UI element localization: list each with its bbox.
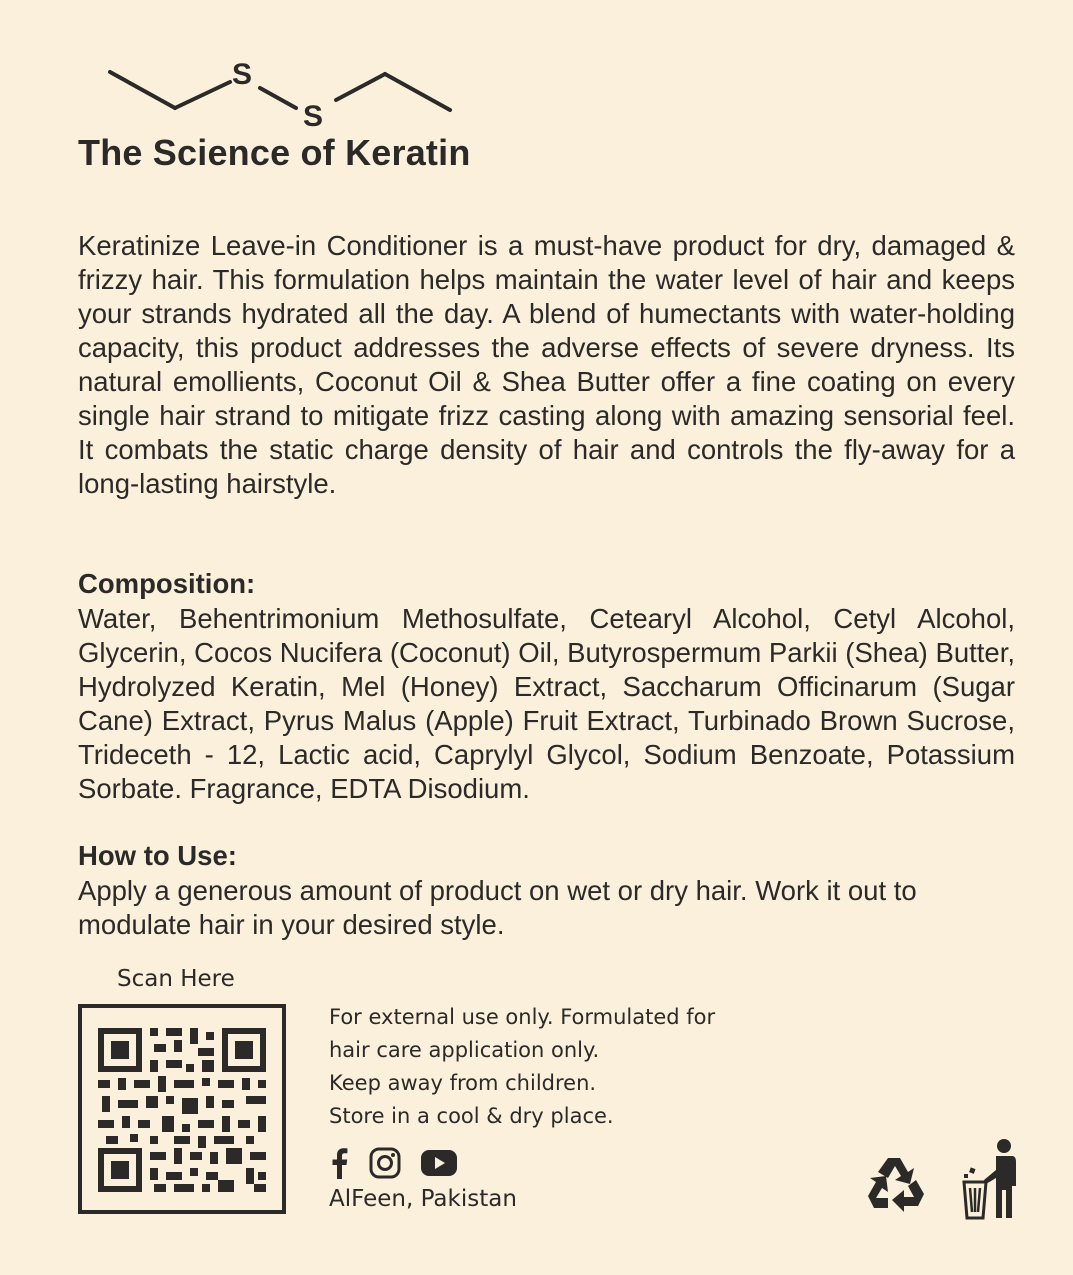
youtube-icon[interactable]	[421, 1150, 457, 1176]
brand-location: AlFeen, Pakistan	[329, 1186, 517, 1212]
social-links	[329, 1147, 457, 1179]
note-line: Keep away from children.	[329, 1071, 597, 1095]
dispose-in-bin-icon	[956, 1138, 1020, 1220]
composition-heading: Composition:	[78, 568, 256, 599]
product-description: Keratinize Leave-in Conditioner is a must-have product for dry, damaged & frizzy hair. This formulation helps maintain the water level of hair and keeps your strands hydrated all the day. A blend of humectants with water-holding capacity, this product addresses the adverse effects of severe dryness. Its natural emollients, Coconut Oil & Shea Butter offer a fine coating on every single hair strand to mitigate frizz casting along with amazing sensorial feel. It combats the static charge density of hair and controls the fly-away for a long-lasting hairstyle.	[78, 230, 1015, 499]
page-title: The Science of Keratin	[78, 132, 471, 173]
note-line: hair care application only.	[329, 1038, 600, 1062]
usage-notes	[329, 1001, 715, 1133]
atom-label-s1: S	[232, 58, 253, 91]
atom-label-s2: S	[303, 100, 324, 132]
note-line: For external use only. Formulated for	[329, 1005, 716, 1029]
scan-label: Scan Here	[117, 966, 235, 992]
qr-code-icon	[82, 1008, 282, 1210]
composition-text: Water, Behentrimonium Methosulfate, Cetearyl Alcohol, Cetyl Alcohol, Glycerin, Cocos Nucifera (Coconut) Oil, Butyrospermum Parkii (Shea) Butter, Hydrolyzed Keratin, Mel (Honey) Extract, Saccharum Officinarum (Sugar Cane) Extract, Pyrus Malus (Apple) Fruit Extract, Turbinado Brown Sucrose, Trideceth - 12, Lactic acid, Caprylyl Glycol, Sodium Benzoate, Potassium Sorbate. Fragrance, EDTA Disodium.	[78, 603, 1015, 804]
instagram-icon[interactable]	[369, 1147, 401, 1179]
recycle-icon	[864, 1154, 928, 1214]
note-line: Store in a cool & dry place.	[329, 1104, 614, 1128]
disulfide-molecule-diagram	[100, 52, 460, 132]
how-to-use-heading: How to Use:	[78, 840, 237, 871]
how-to-use-text: Apply a generous amount of product on wet or dry hair. Work it out to modulate hair in your desired style.	[78, 875, 917, 940]
qr-code[interactable]	[78, 1004, 286, 1214]
facebook-icon[interactable]	[329, 1147, 349, 1179]
